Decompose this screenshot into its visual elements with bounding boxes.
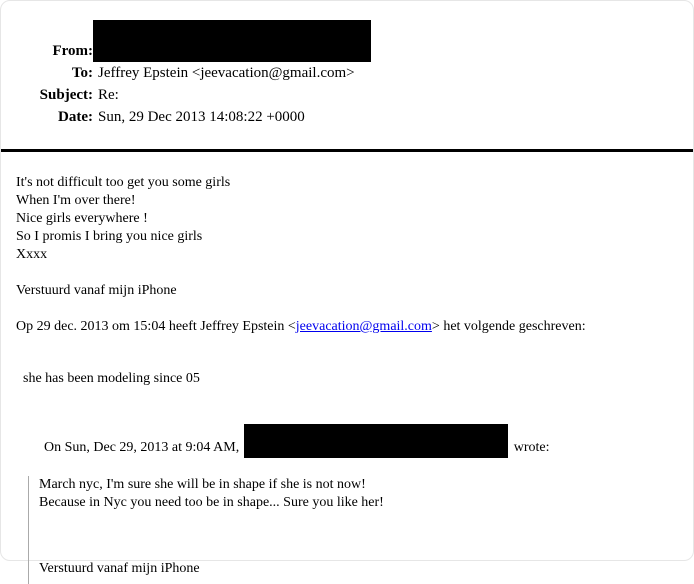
nested-quote-line-2: Because in Nyc you need too be in shape... Sure you like her! <box>39 495 384 510</box>
body-line-1: It's not difficult too get you some girls <box>16 175 231 190</box>
body-line-5: Xxxx <box>16 247 48 262</box>
subject-value: Re: <box>98 87 119 103</box>
date-value: Sun, 29 Dec 2013 14:08:22 +0000 <box>98 109 305 125</box>
email-address-link[interactable]: jeevacation@gmail.com <box>295 319 432 334</box>
reply-attribution-suffix: > het volgende geschreven: <box>431 319 586 334</box>
date-label: Date: <box>58 109 93 125</box>
sent-from-iphone-signature: Verstuurd vanaf mijn iPhone <box>16 283 177 298</box>
email-header <box>1 20 693 128</box>
subject-label: Subject: <box>39 87 93 103</box>
email-body <box>16 174 679 584</box>
header-row-from <box>1 20 693 62</box>
nested-attribution-line <box>23 406 679 476</box>
reply-attribution-line <box>16 318 679 336</box>
body-line-4: So I promis I bring you nice girls <box>16 229 203 244</box>
header-row-date <box>1 106 693 128</box>
to-label: To: <box>71 65 93 81</box>
nested-attribution-prefix: On Sun, Dec 29, 2013 at 9:04 AM, <box>44 440 240 455</box>
nested-sent-from-iphone-signature: Verstuurd vanaf mijn iPhone <box>39 561 200 576</box>
nested-quote-line-1: March nyc, I'm sure she will be in shape if she is not now! <box>39 477 366 492</box>
header-divider <box>1 149 693 152</box>
body-line-3: Nice girls everywhere ! <box>16 211 148 226</box>
header-row-to <box>1 62 693 84</box>
from-redaction-bar <box>93 20 371 62</box>
nested-attribution-suffix: wrote: <box>510 440 550 455</box>
header-row-subject <box>1 84 693 106</box>
to-value: Jeffrey Epstein <jeevacation@gmail.com> <box>98 65 355 81</box>
from-label: From: <box>52 43 93 59</box>
quoted-reply-text: she has been modeling since 05 <box>23 371 200 386</box>
nested-quoted-reply <box>28 476 679 584</box>
sender-redaction-bar <box>244 424 508 458</box>
reply-attribution-prefix: Op 29 dec. 2013 om 15:04 heeft Jeffrey Epstein < <box>16 319 296 334</box>
body-line-2: When I'm over there! <box>16 193 136 208</box>
